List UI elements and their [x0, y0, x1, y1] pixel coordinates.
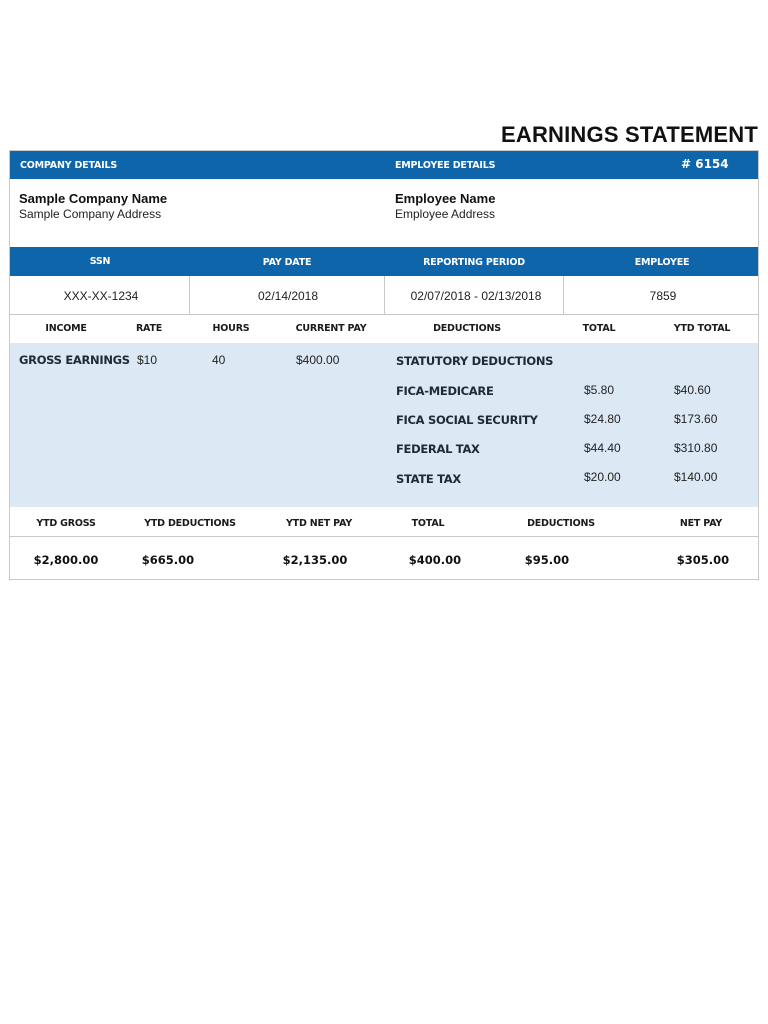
- divider: [10, 314, 758, 315]
- info-header-bar: [10, 247, 758, 276]
- total-header: TOTAL: [582, 323, 616, 334]
- ytd-gross-value: $2,800.00: [33, 553, 99, 567]
- net-pay-value: $305.00: [676, 553, 730, 567]
- employee-header: EMPLOYEE: [634, 257, 690, 268]
- deduction-label: FICA SOCIAL SECURITY: [396, 413, 538, 427]
- deduction-total: $5.80: [584, 383, 615, 397]
- company-address: Sample Company Address: [19, 207, 162, 221]
- deduction-total: $44.40: [584, 441, 621, 455]
- pay-date-value: 02/14/2018: [257, 289, 319, 303]
- details-header-bar: [10, 151, 758, 179]
- employee-name: Employee Name: [395, 191, 496, 206]
- deduction-total: $24.80: [584, 412, 621, 426]
- ytd-total-header: YTD TOTAL: [673, 323, 731, 334]
- rate-header: RATE: [135, 323, 163, 334]
- employee-id-value: 7859: [649, 289, 677, 303]
- net-pay-header: NET PAY: [679, 518, 723, 529]
- ssn-header: SSN: [89, 256, 111, 267]
- deduction-ytd: $40.60: [674, 383, 711, 397]
- employee-details-label: EMPLOYEE DETAILS: [395, 160, 496, 171]
- summary-total-header: TOTAL: [411, 518, 445, 529]
- divider: [189, 276, 190, 314]
- hours-value: 40: [212, 353, 226, 367]
- earnings-deductions-panel: [10, 343, 758, 507]
- deduction-label: STATE TAX: [396, 472, 461, 486]
- deduction-label: FEDERAL TAX: [396, 442, 480, 456]
- company-name: Sample Company Name: [19, 191, 168, 206]
- income-header: INCOME: [45, 323, 87, 334]
- statutory-deductions-label: STATUTORY DEDUCTIONS: [396, 354, 554, 368]
- deduction-ytd: $310.80: [674, 441, 718, 455]
- current-pay-value: $400.00: [296, 353, 340, 367]
- ytd-net-pay-value: $2,135.00: [282, 553, 348, 567]
- ytd-net-pay-header: YTD NET PAY: [286, 518, 352, 529]
- deduction-label: FICA-MEDICARE: [396, 384, 494, 398]
- summary-deductions-value: $95.00: [524, 553, 570, 567]
- gross-earnings-label: GROSS EARNINGS: [19, 353, 130, 367]
- employee-address: Employee Address: [395, 207, 496, 221]
- ytd-deductions-header: YTD DEDUCTIONS: [144, 518, 236, 529]
- divider: [384, 276, 385, 314]
- summary-deductions-header: DEDUCTIONS: [527, 518, 595, 529]
- earnings-statement: [9, 150, 759, 580]
- current-pay-header: CURRENT PAY: [295, 323, 367, 334]
- divider: [10, 536, 758, 537]
- page-title: EARNINGS STATEMENT: [500, 122, 758, 147]
- deductions-header: DEDUCTIONS: [433, 323, 501, 334]
- ytd-deductions-value: $665.00: [141, 553, 195, 567]
- reporting-period-value: 02/07/2018 - 02/13/2018: [410, 289, 542, 303]
- pay-date-header: PAY DATE: [262, 257, 312, 268]
- divider: [563, 276, 564, 314]
- company-details-label: COMPANY DETAILS: [20, 160, 117, 171]
- deduction-ytd: $173.60: [674, 412, 718, 426]
- ssn-value: XXX-XX-1234: [63, 289, 139, 303]
- ytd-gross-header: YTD GROSS: [36, 518, 96, 529]
- statement-number: # 6154: [681, 157, 729, 171]
- hours-header: HOURS: [212, 323, 250, 334]
- deduction-ytd: $140.00: [674, 470, 718, 484]
- deduction-total: $20.00: [584, 470, 621, 484]
- rate-value: $10: [137, 353, 158, 367]
- summary-total-value: $400.00: [408, 553, 462, 567]
- reporting-period-header: REPORTING PERIOD: [423, 257, 525, 268]
